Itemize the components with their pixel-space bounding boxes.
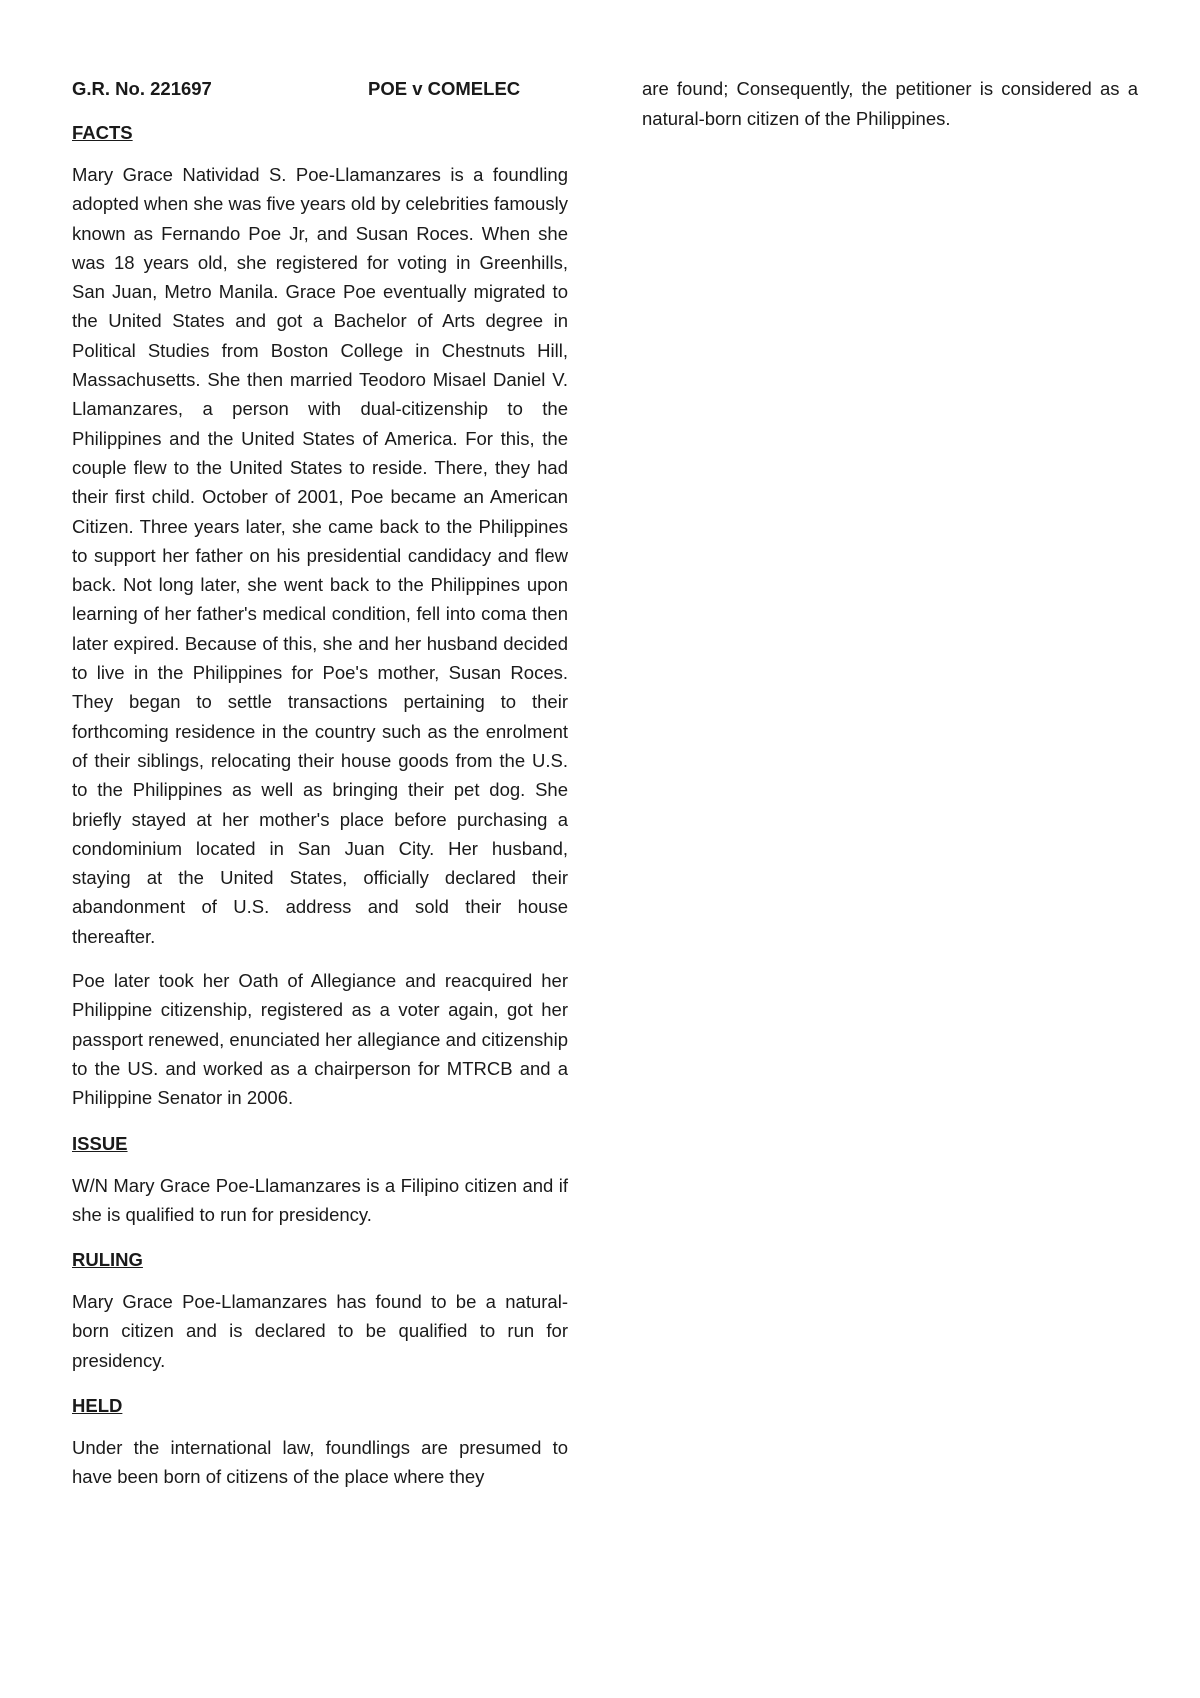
ruling-heading: RULING (72, 1249, 143, 1271)
case-title: POE v COMELEC (368, 78, 521, 99)
issue-heading: ISSUE (72, 1132, 128, 1154)
left-column (72, 74, 568, 1507)
facts-paragraph-2: Poe later took her Oath of Allegiance and reacquired her Philippine citizenship, registered as a voter again, got her passport renewed, enunciated her allegiance and citizenship to the US. and worked as a chairperson for MTRCB and a Philippine Senator in 2006. (72, 970, 568, 1109)
facts-heading: FACTS (72, 122, 133, 143)
held-paragraph-part-1: Under the international law, foundlings are presumed to have been born of citizens of the place where they (72, 1436, 568, 1488)
case-header (72, 74, 568, 104)
held-heading: HELD (72, 1394, 123, 1416)
right-column (642, 74, 1138, 134)
case-number: G.R. No. 221697 (72, 78, 212, 99)
issue-paragraph: W/N Mary Grace Poe-Llamanzares is a Filipino citizen and if she is qualified to run for presidency. (72, 1174, 568, 1225)
facts-paragraph-1: Mary Grace Natividad S. Poe-Llamanzares is a foundling adopted when she was five years old by celebrities famously known as Fernando Poe Jr, and Susan Roces. When she was 18 years old, she registered for voting in Greenhills, San Juan, Metro Manila. Grace Poe eventually migrated to the United States and got a Bachelor of Arts degree in Political Studies from Boston College in Chestnuts Hill, Massachusetts. She then married Teodoro Misael Daniel V. Llamanzares, a person with dual-citizenship to the Philippines and the United States of America. For this, the couple flew to the United States to reside. There, they had their first child. October of 2001, Poe became an American Citizen. Three years later, she came back to the Philippines to support her father on his presidential candidacy and flew back. Not long later, she went back to the Philippines upon learning of her father's medical condition, fell into coma then later expired. Because of this, she and her husband decided to live in the Philippines for Poe's mother, Susan Roces. They began to settle transactions pertaining to their forthcoming residence in the country such as the enrolment of their siblings, relocating their house goods from the U.S. to the Philippines as well as bringing their pet dog. She briefly stayed at her mother's place before purchasing a condominium located in San Juan City. Her husband, staying at the United States, officially declared their abandonment of U.S. address and sold their house thereafter. (72, 164, 568, 947)
held-paragraph-part-2: are found; Consequently, the petitioner is considered as a natural-born citizen of the Philippines. (642, 78, 1138, 129)
ruling-paragraph: Mary Grace Poe-Llamanzares has found to be a natural-born citizen and is declared to be qualified to run for presidency. (72, 1291, 568, 1371)
